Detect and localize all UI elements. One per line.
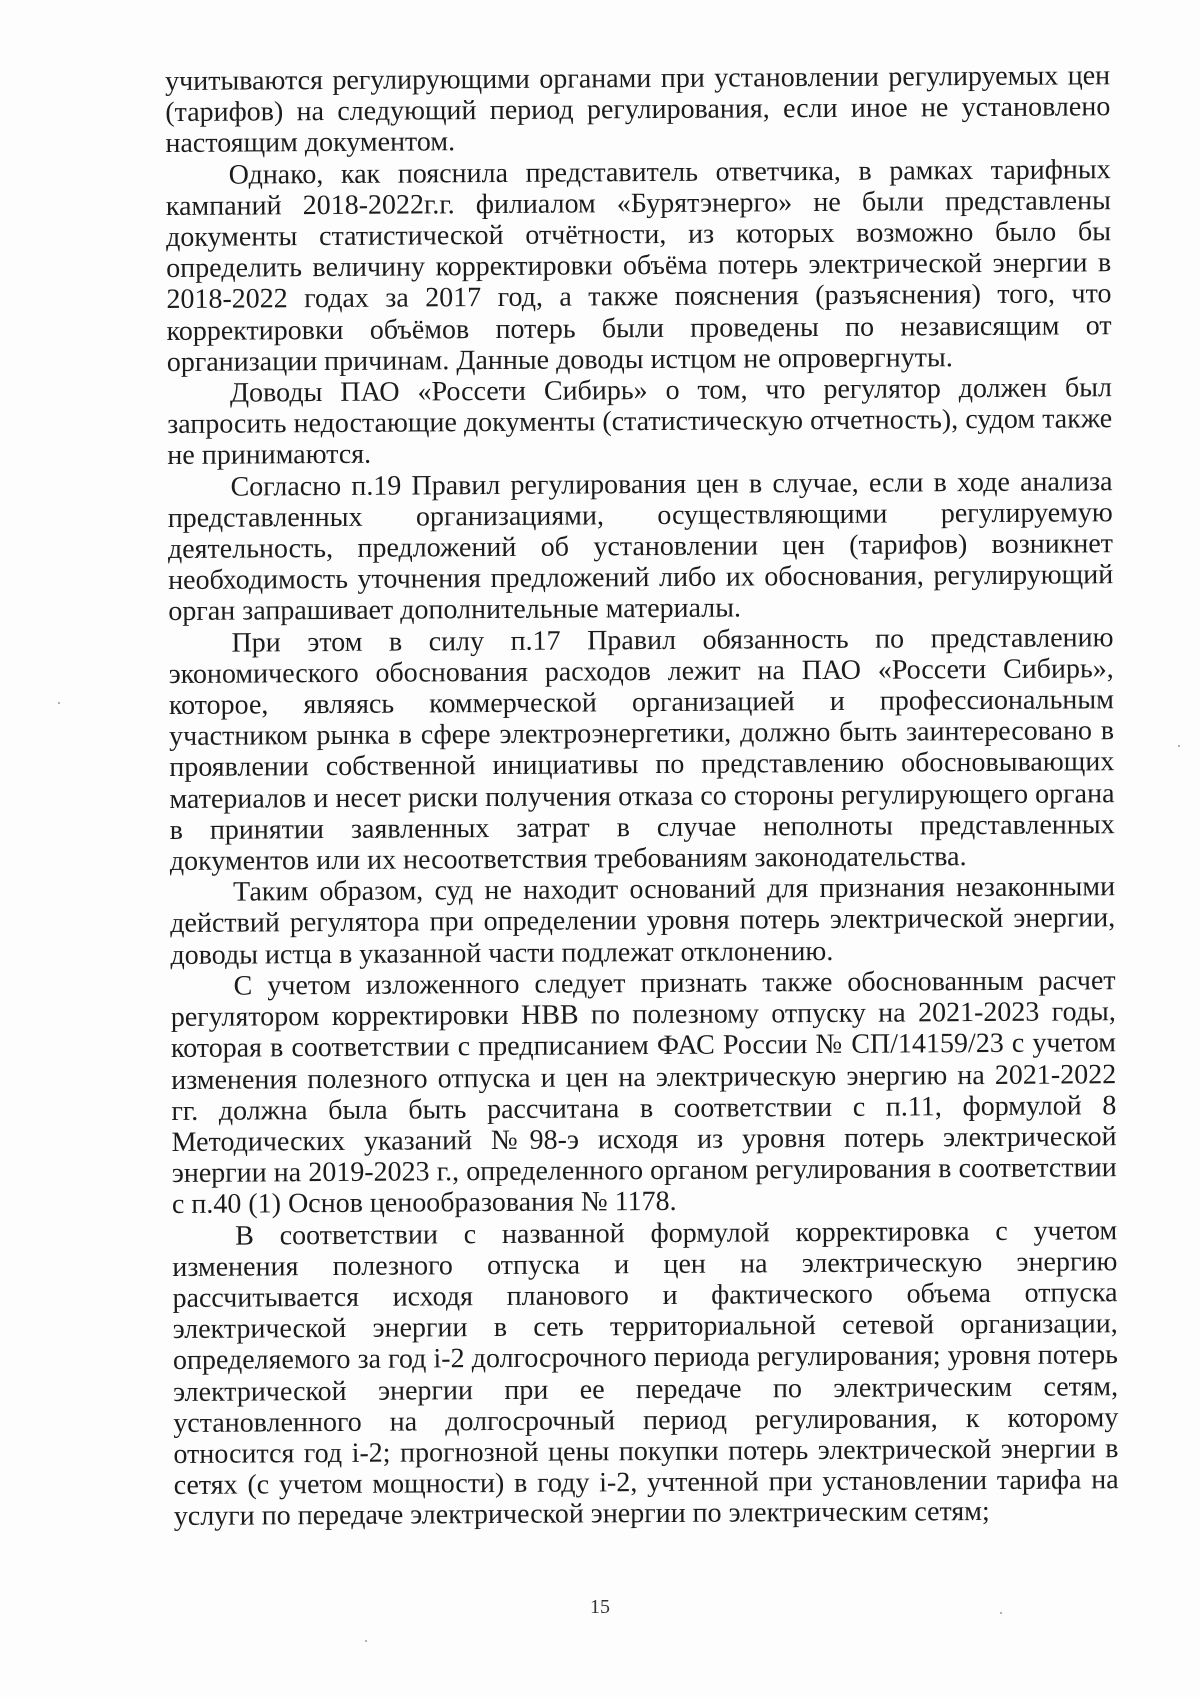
paragraph: С учетом изложенного следует признать также обоснованным расчет регулятором корректировки НВВ по полезному отпуску на 2021-2023 годы, которая в соответствии с предписанием ФАС России № СП/14159/23 с учетом изменения полезного отпуска и цен на электрическую энергию на 2021-2022 гг. должна была быть рассчитана в соответствии с п.11, формулой 8 Методических указаний №98-э исходя из уровня потерь электрической энергии на 2019-2023 г., определенного органом регулирования в соответствии с п.40 (1) Основ ценообразования № 1178.: [170, 965, 1117, 1221]
paragraph: Однако, как пояснила представитель ответчика, в рамках тарифных кампаний 2018-2022г.г. филиалом «Бурятэнерго» не были представлены документы статистической отчётности, из которых возможно было бы определить величину корректировки объёма потерь электрической энергии в 2018-2022 годах за 2017 год, а также пояснения (разъяснения) того, что корректировки объёмов потерь были проведены по независящим от организации причинам. Данные доводы истцом не опровергнуты.: [165, 153, 1112, 378]
scan-speck: [58, 702, 60, 704]
scan-speck: [1000, 1612, 1002, 1614]
scan-speck: [1178, 745, 1180, 747]
scan-speck: [365, 1640, 367, 1642]
document-body: [165, 60, 1119, 1532]
paragraph: В соответствии с названной формулой корректировка с учетом изменения полезного отпуска и цен на электрическую энергию рассчитывается исходя планового и фактического объема отпуска электрической энергии в сеть территориальной сетевой организации, определяемого за год i-2 долгосрочного периода регулирования; уровня потерь электрической энергии при ее передаче по электрическим сетям, установленного на долгосрочный период регулирования, к которому относится год i-2; прогнозной цены покупки потерь электрической энергии в сетях (с учетом мощности) в году i-2, учтенной при установлении тарифа на услуги по передаче электрической энергии по электрическим сетям;: [172, 1214, 1119, 1533]
paragraph: Согласно п.19 Правил регулирования цен в случае, если в ходе анализа представленных организациями, осуществляющими регулируемую деятельность, предложений об установлении цен (тарифов) возникнет необходимость уточнения предложений либо их обоснования, регулирующий орган запрашивает дополнительные материалы.: [167, 465, 1114, 628]
paragraph: Таким образом, суд не находит оснований для признания незаконными действий регулятора при определении уровня потерь электрической энергии, доводы истца в указанной части подлежат отклонению.: [170, 871, 1116, 971]
paragraph-continuation: учитываются регулирующими органами при установлении регулируемых цен (тарифов) на следующий период регулирования, если иное не установлено настоящим документом.: [165, 60, 1111, 160]
paragraph: Доводы ПАО «Россети Сибирь» о том, что регулятор должен был запросить недостающие документы (статистическую отчетность), судом также не принимаются.: [167, 372, 1113, 472]
paragraph: При этом в силу п.17 Правил обязанность по представлению экономического обоснования расходов лежит на ПАО «Россети Сибирь», которое, являясь коммерческой организацией и профессиональным участником рынка в сфере электроэнергетики, должно быть заинтересовано в проявлении собственной инициативы по представлению обосновывающих материалов и несет риски получения отказа со стороны регулирующего органа в принятии заявленных затрат в случае неполноты представленных документов или их несоответствия требованиям законодательства.: [168, 621, 1115, 878]
page-number: 15: [590, 1596, 610, 1618]
